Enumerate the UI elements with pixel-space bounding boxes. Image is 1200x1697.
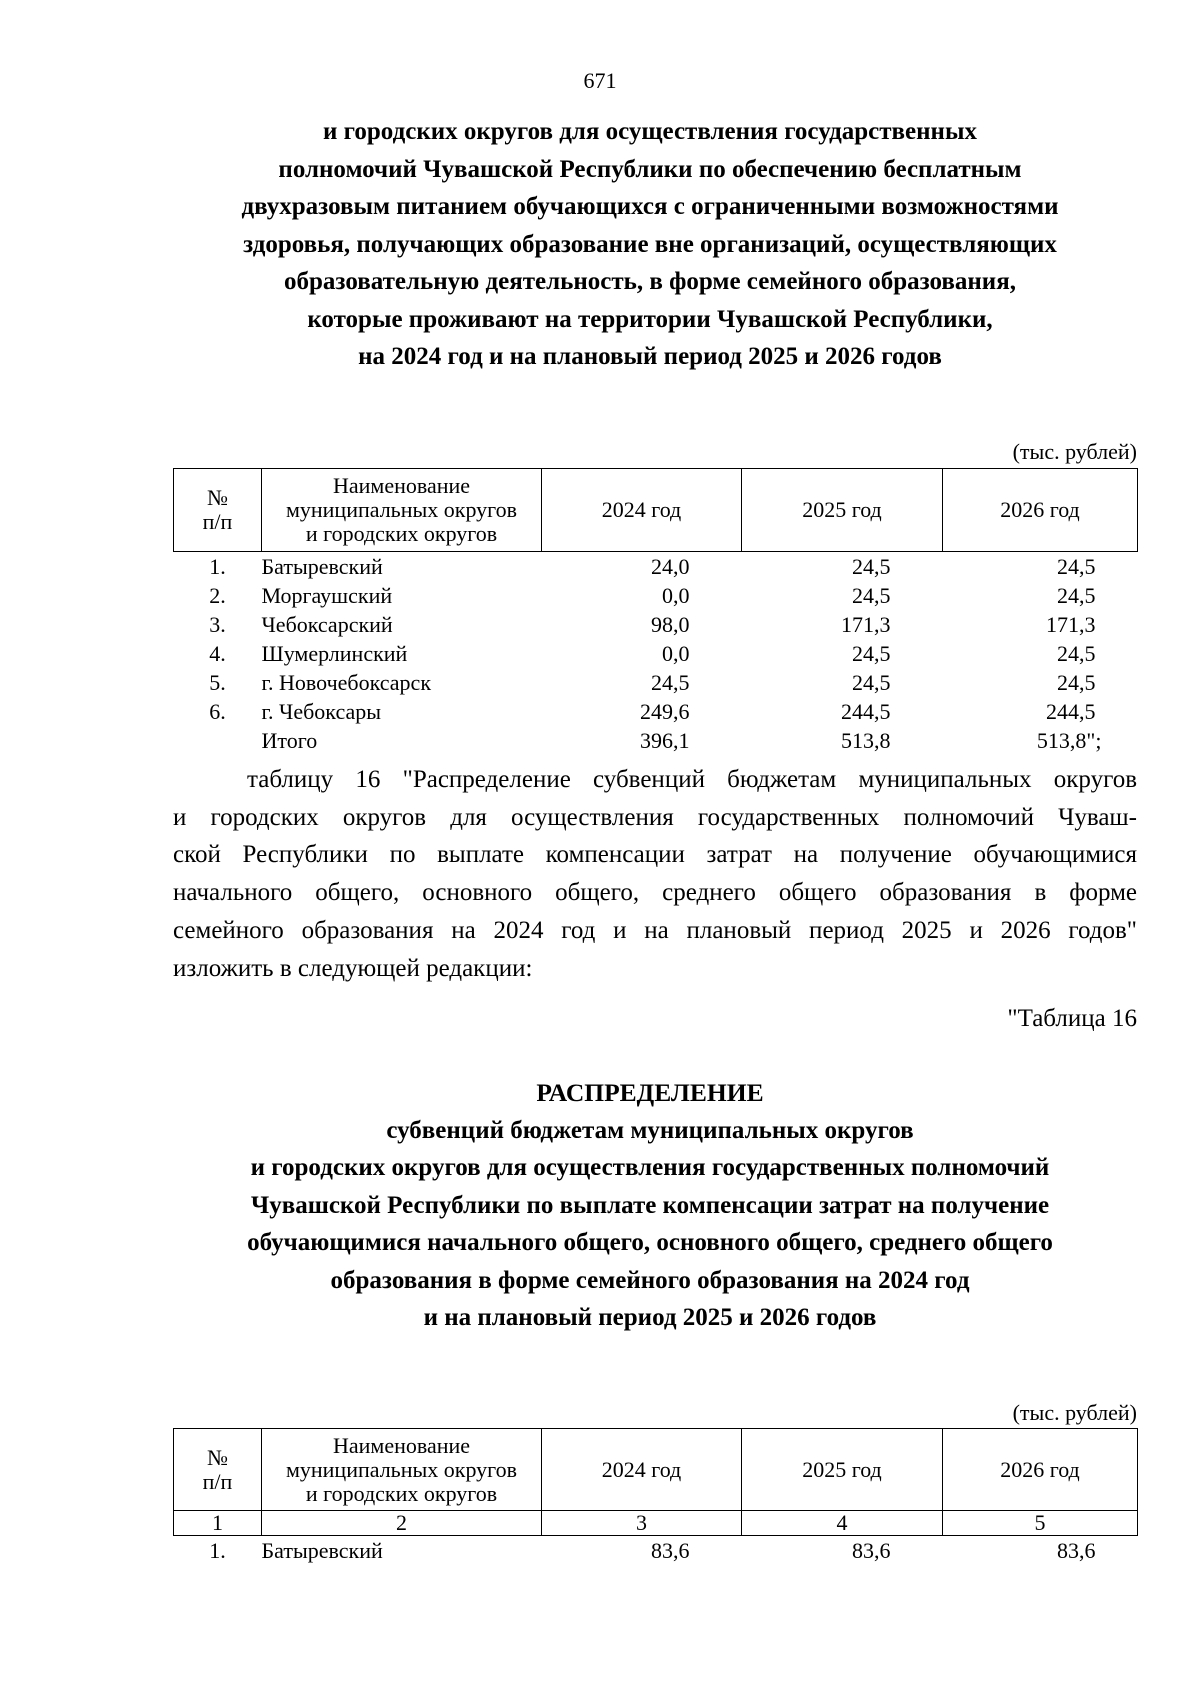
header-number: № п/п: [174, 1429, 262, 1511]
row-number: [174, 726, 262, 755]
row-2026: 24,5: [1057, 583, 1096, 608]
row-name: г. Чебоксары: [261, 699, 382, 724]
header-number: № п/п: [174, 469, 262, 552]
heading-line: полномочий Чувашской Республики по обеспечению бесплатным: [278, 155, 1022, 183]
total-2024: 396,1: [640, 728, 690, 753]
table-row: [174, 697, 1138, 726]
row-2026: 24,5: [1057, 670, 1096, 695]
heading-line: субвенций бюджетам муниципальных округов: [386, 1116, 914, 1144]
total-row: [174, 726, 1138, 755]
units-label: (тыс. рублей): [1012, 1400, 1137, 1425]
row-name: Батыревский: [261, 1538, 383, 1563]
row-2024: 24,5: [651, 670, 690, 695]
row-name: г. Новочебоксарск: [261, 670, 432, 695]
table-row: [174, 639, 1138, 668]
header-name: Наименование муниципальных округов и городских округов: [262, 1429, 542, 1511]
column-number: 1: [174, 1511, 262, 1536]
table16-title: [160, 1074, 1140, 1337]
heading-line: и городских округов для осуществления государственных полномочий: [250, 1154, 1050, 1181]
column-number-row: [174, 1511, 1138, 1536]
header-2026: 2026 год: [943, 1429, 1138, 1511]
header-2025: 2025 год: [742, 1429, 943, 1511]
header-2024: 2024 год: [542, 1429, 742, 1511]
header-2025: 2025 год: [742, 469, 943, 552]
paragraph-line: изложить в следующей редакции:: [173, 954, 533, 982]
total-2025: 513,8: [841, 728, 891, 753]
header-name: Наименование муниципальных округов и городских округов: [262, 469, 542, 552]
paragraph-line: семейного образования на 2024 год и на плановый период 2025 и 2026 годов": [173, 916, 1137, 944]
row-2025: 24,5: [852, 670, 891, 695]
heading-line: на 2024 год и на плановый период 2025 и 2026 годов: [358, 343, 942, 370]
table-header-row: [174, 1429, 1138, 1511]
row-2025: 244,5: [841, 699, 891, 724]
heading-line: образования в форме семейного образования на 2024 год: [330, 1266, 970, 1294]
row-name: Шумерлинский: [261, 641, 408, 666]
table-row: [174, 610, 1138, 639]
heading-line: образовательную деятельность, в форме семейного образования,: [284, 268, 1016, 295]
row-2024: 0,0: [662, 583, 690, 608]
heading-line: и на плановый период 2025 и 2026 годов: [423, 1304, 877, 1331]
column-number: 2: [262, 1511, 542, 1536]
page-number: 671: [583, 68, 617, 93]
table-row: [174, 552, 1138, 582]
distribution-table-16: [173, 1428, 1138, 1565]
row-number: 5.: [209, 670, 226, 695]
row-number: 1.: [209, 554, 226, 579]
row-2026: 24,5: [1057, 554, 1096, 579]
table-16-label: "Таблица 16: [1007, 1005, 1137, 1032]
heading-title: РАСПРЕДЕЛЕНИЕ: [536, 1078, 764, 1107]
row-2025: 83,6: [852, 1538, 891, 1563]
table15-title: [160, 113, 1140, 376]
header-2026: 2026 год: [943, 469, 1138, 552]
heading-line: и городских округов для осуществления государственных: [323, 118, 977, 145]
row-number: 1.: [209, 1538, 226, 1563]
row-2024: 98,0: [651, 612, 690, 637]
row-name: Моргаушский: [261, 583, 393, 608]
row-name: Батыревский: [261, 554, 383, 579]
total-label: Итого: [261, 728, 318, 753]
row-number: 6.: [209, 699, 226, 724]
paragraph-line: ской Республики по выплате компенсации затрат на получение обучающимися: [173, 841, 1137, 869]
units-label: (тыс. рублей): [1012, 439, 1137, 464]
row-2026: 244,5: [1046, 699, 1096, 724]
row-2024: 249,6: [640, 699, 690, 724]
heading-line: двухразовым питанием обучающихся с ограниченными возможностями: [241, 193, 1059, 220]
heading-line: Чувашской Республики по выплате компенсации затрат на получение: [250, 1191, 1050, 1219]
row-2026: 171,3: [1046, 612, 1096, 637]
row-number: 3.: [209, 612, 226, 637]
table-header-row: [174, 469, 1138, 552]
table-row: [174, 1536, 1138, 1566]
row-2025: 171,3: [841, 612, 891, 637]
heading-line: обучающимися начального общего, основного общего, среднего общего: [247, 1229, 1053, 1256]
row-name: Чебоксарский: [261, 612, 393, 637]
row-number: 2.: [209, 583, 226, 608]
column-number: 5: [943, 1511, 1138, 1536]
row-2025: 24,5: [852, 583, 891, 608]
header-2024: 2024 год: [542, 469, 742, 552]
heading-line: здоровья, получающих образование вне организаций, осуществляющих: [243, 230, 1057, 258]
table-row: [174, 668, 1138, 697]
row-2025: 24,5: [852, 554, 891, 579]
row-number: 4.: [209, 641, 226, 666]
row-2025: 24,5: [852, 641, 891, 666]
paragraph-line: начального общего, основного общего, среднего общего образования в форме: [173, 879, 1137, 907]
row-2026: 83,6: [1057, 1538, 1096, 1563]
table-row: [174, 581, 1138, 610]
row-2026: 24,5: [1057, 641, 1096, 666]
column-number: 4: [742, 1511, 943, 1536]
paragraph-line: таблицу 16 "Распределение субвенций бюджетам муниципальных округов: [247, 766, 1137, 793]
heading-line: которые проживают на территории Чувашской Республики,: [307, 305, 993, 333]
amendment-paragraph: [173, 761, 1137, 987]
column-number: 3: [542, 1511, 742, 1536]
row-2024: 0,0: [662, 641, 690, 666]
row-2024: 83,6: [651, 1538, 690, 1563]
paragraph-line: и городских округов для осуществления государственных полномочий Чуваш-: [173, 803, 1137, 831]
row-2024: 24,0: [651, 554, 690, 579]
distribution-table-15: [173, 468, 1138, 755]
total-2026: 513,8";: [1036, 728, 1102, 753]
